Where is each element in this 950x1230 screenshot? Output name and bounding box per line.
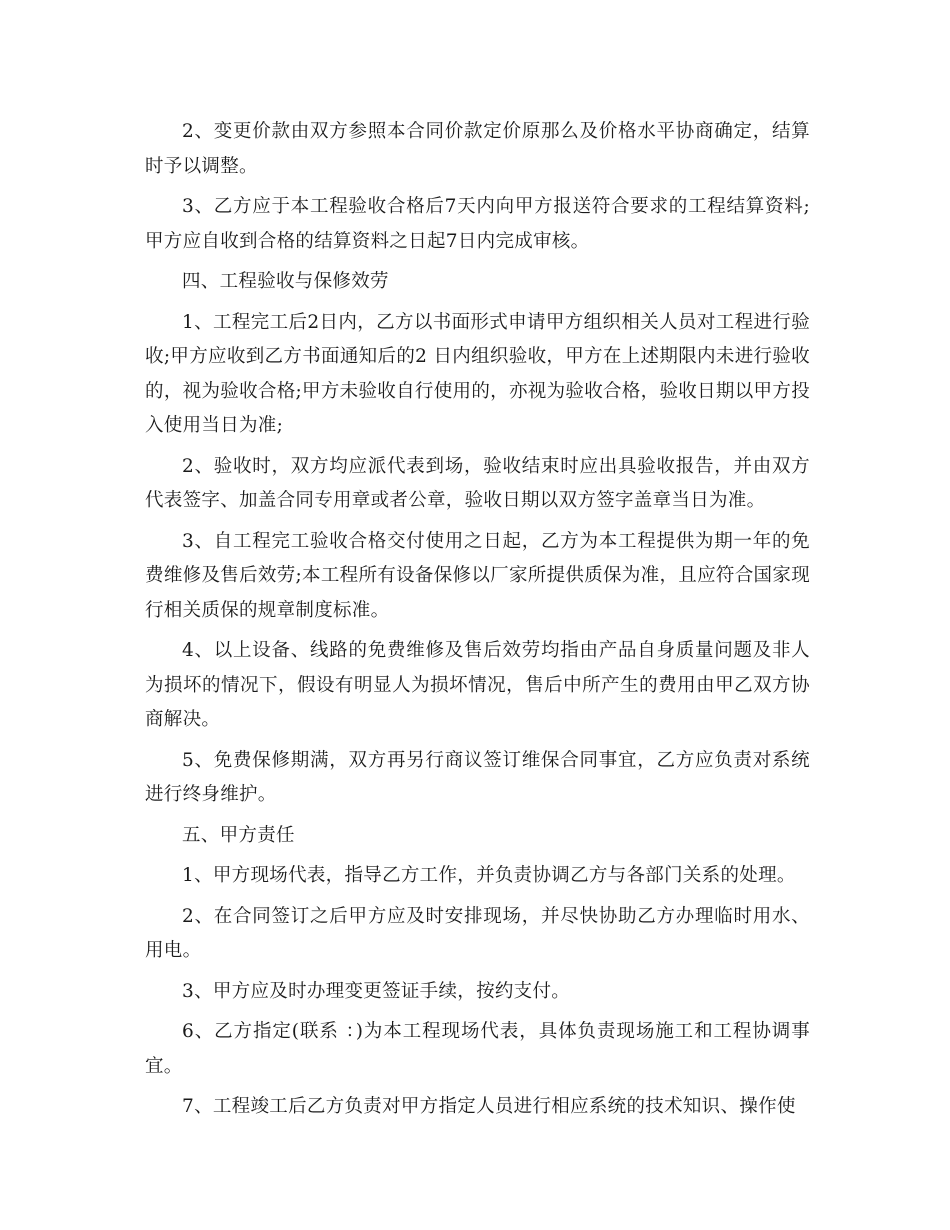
paragraph-party-b-representative: 6、乙方指定(联系 ：)为本工程现场代表，具体负责现场施工和工程协调事宜。 xyxy=(145,1021,810,1077)
paragraph-warranty-scope: 4、以上设备、线路的免费维修及售后效劳均指由产品自身质量问题及非人为损坏的情况下，假设有明显人为损坏情况，售后中所产生的费用由甲乙双方协商解决。 xyxy=(145,640,810,730)
paragraph-maintenance-contract: 5、免费保修期满，双方再另行商议签订维保合同事宜，乙方应负责对系统进行终身维护。 xyxy=(145,749,810,805)
paragraph-free-warranty: 3、自工程完工验收合格交付使用之日起，乙方为本工程提供为期一年的免费维修及售后效劳;本工程所有设备保修以厂家所提供质保为准，且应符合国家现行相关质保的规章制度标准。 xyxy=(145,530,810,621)
paragraph-price-adjustment: 2、变更价款由双方参照本合同价款定价原那么及价格水平协商确定，结算时予以调整。 xyxy=(145,121,810,177)
paragraph-acceptance-representatives: 2、验收时，双方均应派代表到场，验收结束时应出具验收报告，并由双方代表签字、加盖合同专用章或者公章，验收日期以双方签字盖章当日为准。 xyxy=(145,455,810,511)
paragraph-party-a-representative: 1、甲方现场代表，指导乙方工作，并负责协调乙方与各部门关系的处理。 xyxy=(182,865,796,886)
paragraph-settlement-materials: 3、乙方应于本工程验收合格后7天内向甲方报送符合要求的工程结算资料;甲方应自收到合格的结算资料之日起7日内完成审核。 xyxy=(145,196,810,252)
paragraph-acceptance-procedure: 1、工程完工后2日内，乙方以书面形式申请甲方组织相关人员对工程进行验收;甲方应收到乙方书面通知后的2 日内组织验收，甲方在上述期限内未进行验收的，视为验收合格;甲方未验收自行使用的，亦视为验收合格，验收日期以甲方投入使用当日为准; xyxy=(145,311,810,436)
section-heading-acceptance-warranty: 四、工程验收与保修效劳 xyxy=(182,271,389,292)
section-heading-party-a-duties: 五、甲方责任 xyxy=(182,824,295,846)
document-body xyxy=(145,115,810,1131)
paragraph-site-arrangement: 2、在合同签订之后甲方应及时安排现场，并尽快协助乙方办理临时用水、用电。 xyxy=(145,905,810,961)
paragraph-training: 7、工程竣工后乙方负责对甲方指定人员进行相应系统的技术知识、操作使 xyxy=(182,1096,796,1117)
paragraph-change-visa: 3、甲方应及时办理变更签证手续，按约支付。 xyxy=(182,980,571,1002)
